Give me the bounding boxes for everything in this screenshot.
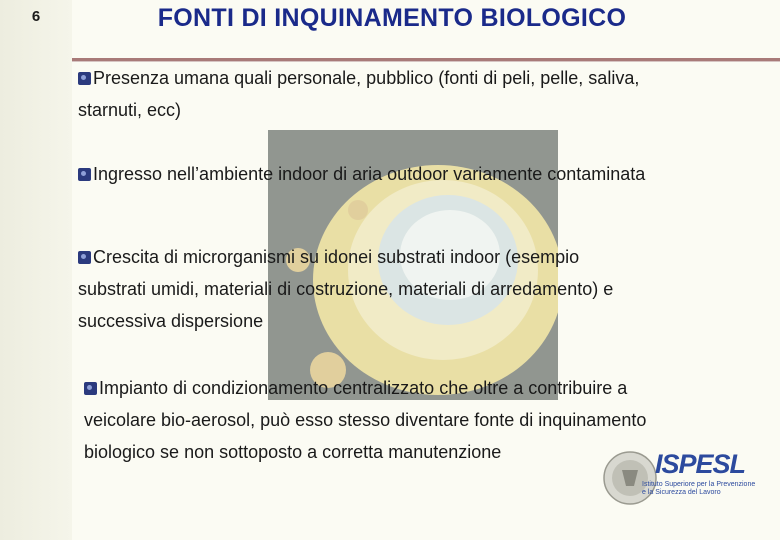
bullet-4-line-1: Impianto di condizionamento centralizzato che oltre a contribuire a xyxy=(99,378,628,398)
left-band xyxy=(0,0,72,540)
logo-subtitle-line-2: e la Sicurezza del Lavoro xyxy=(642,489,721,496)
bullet-3-line-3: successiva dispersione xyxy=(78,311,264,331)
bullet-1-line-1: Presenza umana quali personale, pubblico (fonti di peli, pelle, saliva, xyxy=(93,68,640,88)
bullet-2-line-1: Ingresso nell’ambiente indoor di aria outdoor variamente contaminata xyxy=(93,164,646,184)
bullet-1-line-2: starnuti, ecc) xyxy=(78,100,182,120)
bullet-4-line-3: biologico se non sottoposto a corretta manutenzione xyxy=(84,442,502,462)
bullet-3-line-2: substrati umidi, materiali di costruzione, materiali di arredamento) e xyxy=(78,279,614,299)
page-number: 6 xyxy=(31,8,41,25)
logo-wordmark: ISPESL xyxy=(655,449,746,479)
bullet-3-line-1: Crescita di microrganismi su idonei substrati indoor (esempio xyxy=(93,247,580,267)
bullet-item-3 xyxy=(78,241,613,337)
bullet-item-4 xyxy=(84,372,646,468)
logo-subtitle xyxy=(642,481,778,497)
q-bullet-icon xyxy=(78,72,91,85)
bullet-item-2 xyxy=(78,158,645,190)
bullet-item-1 xyxy=(78,62,639,126)
q-bullet-icon xyxy=(78,251,91,264)
logo-subtitle-line-1: Istituto Superiore per la Prevenzione xyxy=(642,481,756,488)
q-bullet-icon xyxy=(78,168,91,181)
bullet-4-line-2: veicolare bio-aerosol, può esso stesso diventare fonte di inquinamento xyxy=(84,410,647,430)
slide-title: FONTI DI INQUINAMENTO BIOLOGICO xyxy=(157,4,627,32)
q-bullet-icon xyxy=(84,382,97,395)
